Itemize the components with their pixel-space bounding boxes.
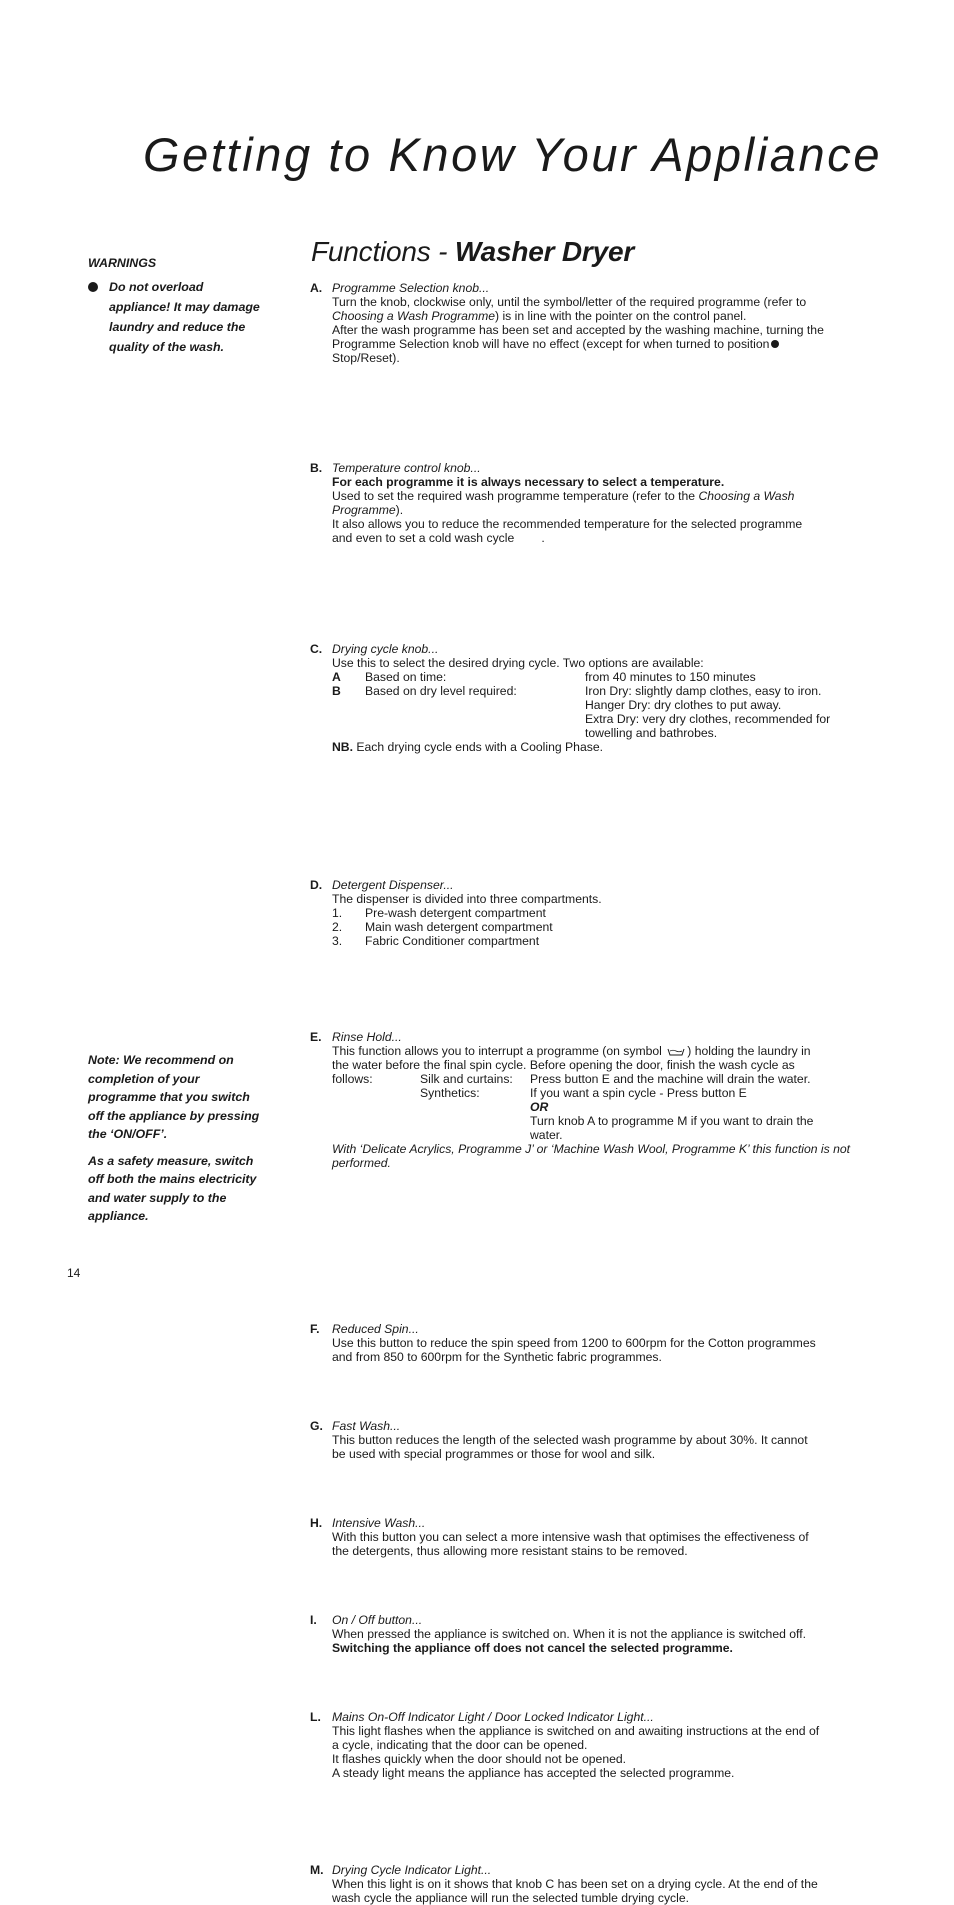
function-title: Drying cycle knob... — [332, 642, 439, 656]
function-letter: M. — [310, 1863, 324, 1877]
option-value: Iron Dry: slightly damp clothes, easy to iron. — [585, 684, 822, 698]
function-e — [310, 1030, 912, 1170]
function-title: Rinse Hold... — [332, 1030, 402, 1044]
note-panel — [88, 1051, 264, 1234]
function-letter: G. — [310, 1419, 323, 1433]
function-title: Fast Wash... — [332, 1419, 401, 1433]
rinse-hold-or — [332, 1100, 912, 1114]
function-l — [310, 1710, 912, 1780]
option-label: Based on dry level required: — [365, 684, 517, 698]
option-letter: A — [332, 670, 341, 684]
function-letter: C. — [310, 642, 323, 656]
function-b — [310, 461, 912, 545]
section-title — [311, 236, 634, 268]
rinse-hold-turn — [332, 1114, 912, 1128]
function-text — [332, 337, 912, 351]
function-d — [310, 878, 912, 948]
note-paragraph-2: As a safety measure, switch off both the mains electricity and water supply to the appliance. — [88, 1153, 257, 1223]
function-text-part: Programme Selection knob will have no effect (except for when turned to position — [332, 337, 770, 351]
function-text: When pressed the appliance is switched on. When it is not the appliance is switched off. — [332, 1627, 806, 1641]
fabric-label: Silk and curtains: — [420, 1072, 513, 1086]
item-text: Pre-wash detergent compartment — [365, 906, 546, 920]
function-text: The dispenser is divided into three compartments. — [332, 892, 602, 906]
or-label: OR — [530, 1100, 549, 1114]
function-letter: I. — [310, 1613, 317, 1627]
compartment-item — [332, 934, 912, 948]
rinse-hold-note: With ‘Delicate Acrylics, Programme J’ or ‘Machine Wash Wool, Programme K’ this function is not — [332, 1142, 851, 1156]
function-text — [332, 503, 912, 517]
function-text — [332, 489, 912, 503]
option-value: from 40 minutes to 150 minutes — [585, 670, 756, 684]
function-text: Use this button to reduce the spin speed from 1200 to 600rpm for the Cotton programmes — [332, 1336, 816, 1350]
function-letter: E. — [310, 1030, 322, 1044]
function-text: It also allows you to reduce the recommended temperature for the selected programme — [332, 517, 803, 531]
function-title: Drying Cycle Indicator Light... — [332, 1863, 492, 1877]
function-text-part: This function allows you to interrupt a programme (on symbol — [332, 1044, 666, 1058]
note-paragraph-1: Note: We recommend on completion of your programme that you switch off the appliance by pressing the ‘ON/OFF’. — [88, 1053, 260, 1141]
nb-text: Each drying cycle ends with a Cooling Phase. — [353, 740, 603, 754]
drying-option-b-cont — [332, 698, 912, 712]
function-text: be used with special programmes or those for wool and silk. — [332, 1447, 656, 1461]
drying-option-b-cont — [332, 726, 912, 740]
drying-option-a — [332, 670, 912, 684]
function-title: Intensive Wash... — [332, 1516, 426, 1530]
function-text: wash cycle the appliance will run the selected tumble drying cycle. — [332, 1891, 690, 1905]
page-number: 14 — [67, 1266, 81, 1280]
function-letter: B. — [310, 461, 323, 475]
function-i — [310, 1613, 912, 1655]
warning-item — [88, 277, 268, 357]
function-text: After the wash programme has been set and accepted by the washing machine, turning the — [332, 323, 824, 337]
compartment-item — [332, 906, 912, 920]
option-letter: B — [332, 684, 341, 698]
function-text: With this button you can select a more intensive wash that optimises the effectiveness of — [332, 1530, 809, 1544]
function-f — [310, 1322, 912, 1364]
section-title-prefix: Functions - — [311, 236, 455, 267]
fabric-label: Synthetics: — [420, 1086, 480, 1100]
function-text: It flashes quickly when the door should not be opened. — [332, 1752, 627, 1766]
warnings-panel — [88, 253, 268, 357]
function-text: Turn the knob, clockwise only, until the symbol/letter of the required programme (refer to — [332, 295, 807, 309]
function-text-rest: ) is in line with the pointer on the control panel. — [495, 309, 747, 323]
page-title: Getting to Know Your Appliance — [143, 128, 883, 182]
function-text: the water before the final spin cycle. Before opening the door, finish the wash cycle as — [332, 1058, 795, 1072]
function-text — [332, 1044, 912, 1058]
function-letter: H. — [310, 1516, 323, 1530]
fabric-instruction: water. — [530, 1128, 563, 1142]
function-text: Stop/Reset). — [332, 351, 400, 365]
function-text: and even to set a cold wash cycle . — [332, 531, 545, 545]
fabric-instruction: Press button E and the machine will drain the water. — [530, 1072, 811, 1086]
rinse-hold-turn — [332, 1128, 912, 1142]
function-text: This button reduces the length of the selected wash programme by about 30%. It cannot — [332, 1433, 808, 1447]
function-text — [332, 309, 912, 323]
nb-label: NB. — [332, 740, 353, 754]
option-value: Hanger Dry: dry clothes to put away. — [585, 698, 782, 712]
function-a — [310, 281, 912, 365]
function-bold-text: For each programme it is always necessary to select a temperature. — [332, 475, 725, 489]
function-title: On / Off button... — [332, 1613, 423, 1627]
rinse-hold-note: performed. — [332, 1156, 391, 1170]
function-title: Temperature control knob... — [332, 461, 481, 475]
function-text: the detergents, thus allowing more resistant stains to be removed. — [332, 1544, 688, 1558]
stop-position-icon — [771, 340, 779, 348]
fabric-instruction: Turn knob A to programme M if you want to drain the — [530, 1114, 814, 1128]
function-text: When this light is on it shows that knob C has been set on a drying cycle. At the end of the — [332, 1877, 818, 1891]
function-text: a cycle, indicating that the door can be opened. — [332, 1738, 588, 1752]
warning-text: Do not overload appliance! It may damage laundry and reduce the quality of the wash. — [109, 280, 260, 354]
function-title: Mains On-Off Indicator Light / Door Locked Indicator Light... — [332, 1710, 654, 1724]
function-title: Programme Selection knob... — [332, 281, 490, 295]
section-title-strong: Washer Dryer — [454, 236, 635, 267]
rinse-hold-synthetics — [332, 1086, 912, 1100]
item-text: Fabric Conditioner compartment — [365, 934, 540, 948]
function-letter: F. — [310, 1322, 320, 1336]
fabric-instruction: If you want a spin cycle - Press button E — [530, 1086, 747, 1100]
rinse-hold-silk — [332, 1072, 912, 1086]
function-bold-text: Switching the appliance off does not cancel the selected programme. — [332, 1641, 733, 1655]
bullet-icon — [88, 282, 98, 292]
function-letter: A. — [310, 281, 323, 295]
function-g — [310, 1419, 912, 1461]
rinse-hold-tub-icon — [667, 1047, 685, 1056]
item-number: 1. — [332, 906, 343, 920]
function-text: A steady light means the appliance has accepted the selected programme. — [332, 1766, 735, 1780]
option-label: Based on time: — [365, 670, 447, 684]
option-value: Extra Dry: very dry clothes, recommended for — [585, 712, 831, 726]
item-text: Main wash detergent compartment — [365, 920, 553, 934]
follows-label: follows: — [332, 1072, 373, 1086]
function-m — [310, 1863, 912, 1905]
warnings-heading: WARNINGS — [88, 256, 157, 270]
function-text-part: ) holding the laundry in — [687, 1044, 811, 1058]
function-text: This light flashes when the appliance is switched on and awaiting instructions at the end of — [332, 1724, 820, 1738]
function-title: Reduced Spin... — [332, 1322, 419, 1336]
compartment-item — [332, 920, 912, 934]
italic-ref: Choosing a Wash Programme — [332, 309, 496, 323]
drying-option-b-cont — [332, 712, 912, 726]
item-number: 3. — [332, 934, 343, 948]
function-text: and from 850 to 600rpm for the Synthetic fabric programmes. — [332, 1350, 662, 1364]
function-title: Detergent Dispenser... — [332, 878, 454, 892]
drying-nb — [332, 740, 912, 754]
italic-ref: Choosing a Wash — [698, 489, 795, 503]
function-h — [310, 1516, 912, 1558]
function-letter: D. — [310, 878, 323, 892]
italic-ref: Programme — [332, 503, 396, 517]
function-letter: L. — [310, 1710, 321, 1724]
function-text: Use this to select the desired drying cycle. Two options are available: — [332, 656, 704, 670]
item-number: 2. — [332, 920, 343, 934]
drying-option-b — [332, 684, 912, 698]
option-value: towelling and bathrobes. — [585, 726, 718, 740]
function-text-rest: ). — [395, 503, 404, 517]
function-c — [310, 642, 912, 754]
function-text-part: Used to set the required wash programme temperature (refer to the — [332, 489, 699, 503]
